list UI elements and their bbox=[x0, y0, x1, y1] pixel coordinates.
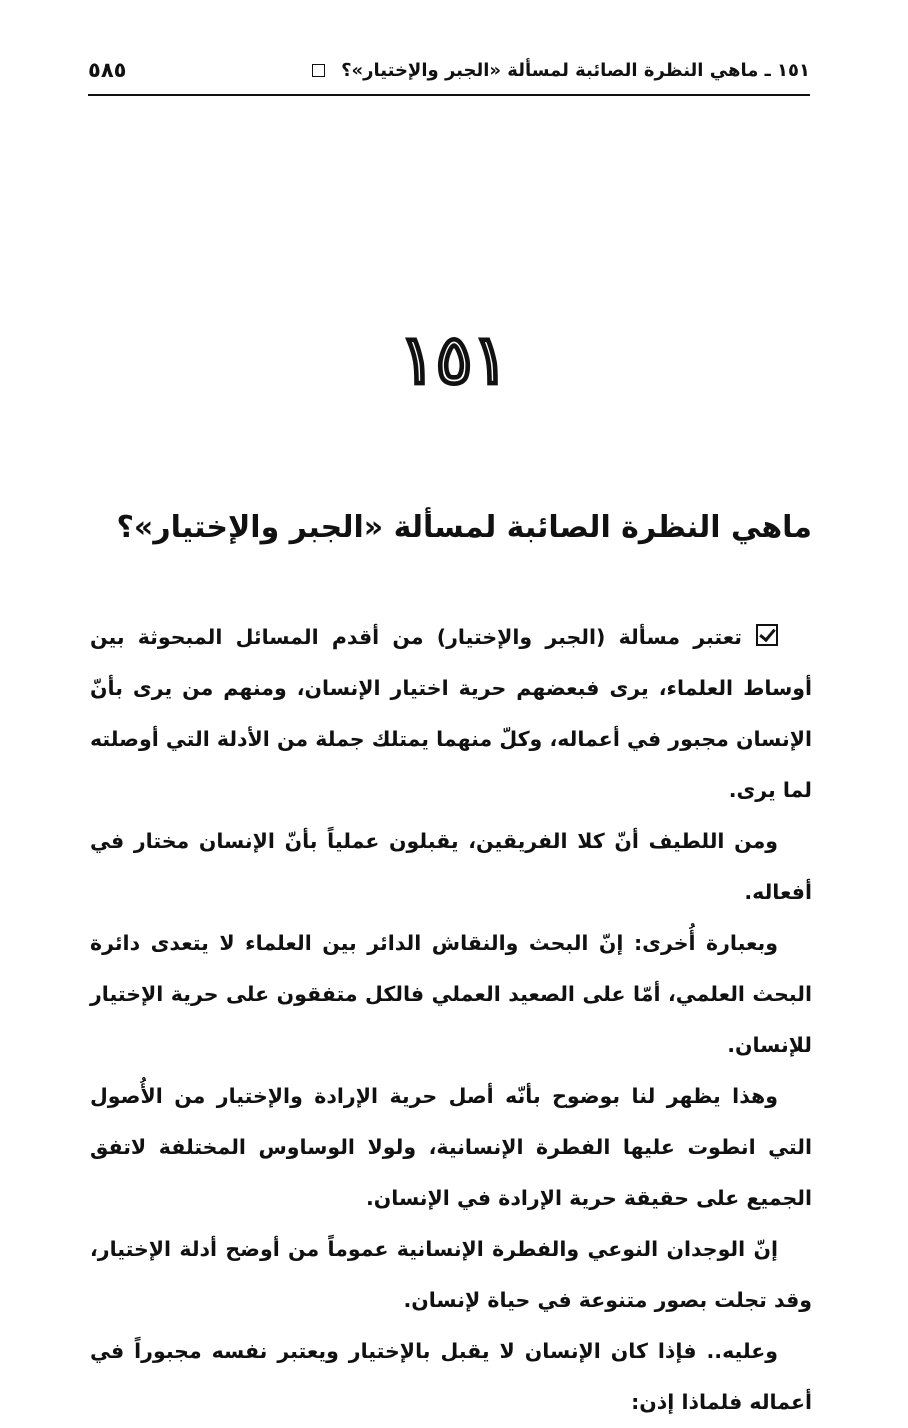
paragraph: وهذا يظهر لنا بوضوح بأنّه أصل حرية الإرادة والإختيار من الأُصول التي انطوت عليها الفطرة الإنسانية، ولولا الوساوس المختلفة لاتفق الجميع على حقيقة حرية الإرادة في الإنسان. bbox=[90, 1084, 812, 1210]
chapter-number-text: ١٥١ bbox=[399, 320, 509, 400]
running-header bbox=[296, 60, 810, 81]
running-header-title: ١٥١ ـ ماهي النظرة الصائبة لمسألة «الجبر والإختيار»؟ bbox=[341, 59, 810, 81]
page-number: ٥٨٥ bbox=[88, 58, 127, 82]
header-divider bbox=[88, 94, 810, 96]
square-icon bbox=[312, 64, 325, 77]
chapter-title: ماهي النظرة الصائبة لمسألة «الجبر والإختيار»؟ bbox=[116, 510, 812, 545]
chapter-number bbox=[0, 320, 908, 400]
page-header bbox=[88, 52, 810, 88]
paragraph bbox=[90, 612, 812, 816]
body-text bbox=[90, 612, 812, 1428]
checked-box-icon bbox=[756, 624, 778, 646]
paragraph: وعليه.. فإذا كان الإنسان لا يقبل بالإختيار ويعتبر نفسه مجبوراً في أعماله فلماذا إذن: bbox=[90, 1339, 812, 1414]
paragraph: ومن اللطيف أنّ كلا الفريقين، يقبلون عملياً بأنّ الإنسان مختار في أفعاله. bbox=[90, 829, 812, 904]
paragraph: إنّ الوجدان النوعي والفطرة الإنسانية عموماً من أوضح أدلة الإختيار، وقد تجلت بصور متنوعة في حياة لإنسان. bbox=[90, 1237, 812, 1312]
paragraph: وبعبارة أُخرى: إنّ البحث والنقاش الدائر بين العلماء لا يتعدى دائرة البحث العلمي، أمّا على الصعيد العملي فالكل متفقون على حرية الإختيار للإنسان. bbox=[90, 931, 812, 1057]
paragraph-text: تعتبر مسألة (الجبر والإختيار) من أقدم المسائل المبحوثة بين أوساط العلماء، يرى فبعضهم حرية اختيار الإنسان، ومنهم من يرى بأنّ الإنسان مجبور في أعماله، وكلّ منهما يمتلك جملة من الأدلة التي أوصلته لما يرى. bbox=[90, 625, 812, 802]
